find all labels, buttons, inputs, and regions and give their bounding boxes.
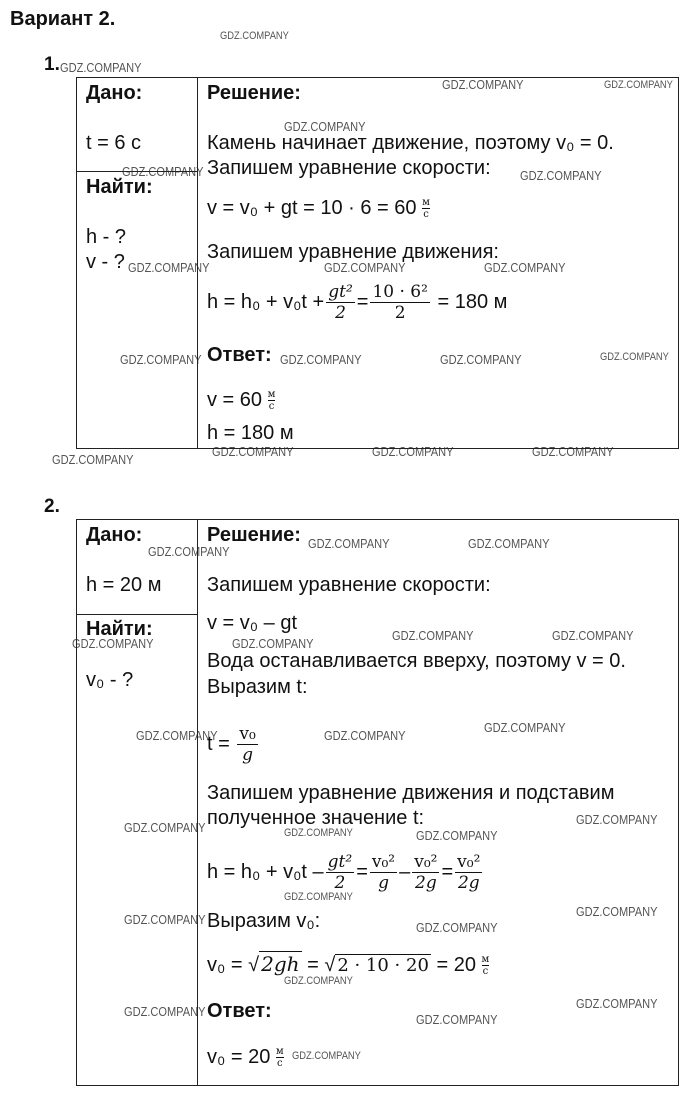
problem-2-number: 2. (44, 496, 60, 517)
watermark: GDZ.COMPANY (124, 820, 206, 835)
watermark: GDZ.COMPANY (576, 996, 658, 1011)
answer-h: h = 180 м (207, 422, 294, 444)
watermark: GDZ.COMPANY (576, 812, 658, 827)
fraction (370, 282, 429, 323)
solution-line: Камень начинает движение, поэтому v₀ = 0. (207, 132, 614, 154)
watermark: GDZ.COMPANY (468, 536, 550, 551)
watermark: GDZ.COMPANY (600, 351, 669, 363)
watermark: GDZ.COMPANY (284, 119, 366, 134)
watermark: GDZ.COMPANY (122, 164, 204, 179)
solution-line: Вода останавливается вверху, поэтому v = 0. (207, 650, 626, 672)
watermark: GDZ.COMPANY (120, 352, 202, 367)
watermark: GDZ.COMPANY (124, 912, 206, 927)
watermark: GDZ.COMPANY (416, 1012, 498, 1027)
fraction-denominator: 2 (394, 303, 406, 324)
equation-text: h = h₀ + v₀t + (207, 291, 325, 313)
watermark: GDZ.COMPANY (576, 904, 658, 919)
fraction-denominator: 2g (457, 873, 480, 894)
equals-sign: = (356, 861, 368, 883)
fraction (412, 852, 439, 893)
fraction-denominator: 2g (415, 873, 437, 894)
watermark: GDZ.COMPANY (308, 536, 390, 551)
unit-numerator: м (481, 954, 490, 966)
answer-label: Ответ: (207, 1000, 272, 1022)
unit-denominator: с (423, 209, 429, 221)
watermark: GDZ.COMPANY (372, 444, 454, 459)
given-value: t = 6 с (86, 132, 142, 154)
given-value: h = 20 м (86, 574, 162, 596)
fraction-numerator: v₀² (414, 852, 438, 873)
page-title: Вариант 2. (10, 8, 116, 30)
fraction (326, 282, 355, 323)
divider (76, 171, 197, 172)
equals-sign: = (441, 861, 454, 883)
find-h: h - ? (86, 226, 127, 248)
watermark: GDZ.COMPANY (232, 636, 314, 651)
unit-numerator: м (267, 389, 276, 401)
watermark: GDZ.COMPANY (72, 636, 154, 651)
watermark: GDZ.COMPANY (292, 1050, 361, 1062)
solution-label: Решение: (207, 524, 301, 546)
watermark: GDZ.COMPANY (442, 77, 524, 92)
equation-text: t = (207, 733, 230, 755)
motion-equation (207, 278, 507, 326)
watermark: GDZ.COMPANY (284, 891, 353, 903)
minus-sign: – (399, 861, 411, 883)
unit-numerator: м (422, 197, 430, 209)
fraction (237, 724, 257, 765)
watermark: GDZ.COMPANY (416, 828, 498, 843)
sqrt-radicand: 2gh (261, 952, 300, 976)
watermark: GDZ.COMPANY (136, 728, 218, 743)
watermark: GDZ.COMPANY (324, 260, 406, 275)
watermark: GDZ.COMPANY (212, 444, 294, 459)
answer-text: v = 60 (207, 389, 263, 411)
equals-sign: = (356, 291, 369, 313)
sqrt-icon: √ (248, 954, 260, 976)
fraction-numerator: v₀ (239, 724, 256, 745)
find-v0: v₀ - ? (86, 669, 134, 691)
watermark: GDZ.COMPANY (284, 975, 353, 987)
fraction-denominator: 2 (334, 873, 346, 894)
find-v: v - ? (86, 251, 125, 273)
time-equation (207, 720, 260, 768)
given-label: Дано: (86, 82, 143, 104)
sqrt-radicand: 2 · 10 · 20 (337, 955, 429, 976)
solution-line: Выразим v₀: (207, 910, 321, 932)
fraction-denominator: g (242, 745, 254, 766)
solution-label: Решение: (207, 82, 301, 104)
solution-line: полученное значение t: (207, 807, 425, 829)
answer-text: v₀ = 20 (207, 1046, 271, 1068)
sqrt-icon: √ (324, 954, 336, 976)
find-label: Найти: (86, 176, 153, 198)
equation-text: v = v₀ + gt = 10 · 6 = 60 (207, 197, 417, 219)
watermark: GDZ.COMPANY (520, 168, 602, 183)
divider (76, 614, 197, 615)
fraction-numerator: 10 · 6² (372, 282, 428, 303)
divider (197, 77, 198, 449)
watermark: GDZ.COMPANY (148, 544, 230, 559)
unit-fraction (422, 197, 430, 220)
unit-fraction (276, 1046, 284, 1069)
fraction (455, 852, 482, 893)
watermark: GDZ.COMPANY (440, 352, 522, 367)
equation-text: h = h₀ + v₀t – (207, 861, 324, 883)
solution-line: Выразим t: (207, 676, 308, 698)
watermark: GDZ.COMPANY (532, 444, 614, 459)
fraction-numerator: v₀² (371, 852, 396, 873)
unit-denominator: с (268, 401, 275, 413)
watermark: GDZ.COMPANY (484, 260, 566, 275)
divider (197, 519, 198, 1086)
answer-v0 (207, 1045, 284, 1069)
find-label: Найти: (86, 618, 153, 640)
unit-fraction (268, 389, 276, 412)
watermark: GDZ.COMPANY (52, 452, 134, 467)
fraction (326, 852, 355, 893)
unit-fraction (482, 954, 490, 977)
problem-1-number: 1. (44, 54, 60, 75)
equals-sign: = (307, 954, 319, 976)
solution-line: Запишем уравнение скорости: (207, 574, 491, 596)
answer-v (207, 388, 275, 412)
watermark: GDZ.COMPANY (284, 827, 353, 839)
watermark: GDZ.COMPANY (220, 30, 289, 42)
unit-numerator: м (275, 1046, 284, 1058)
watermark: GDZ.COMPANY (280, 352, 362, 367)
equation-result: = 20 (436, 954, 476, 976)
watermark: GDZ.COMPANY (124, 1004, 206, 1019)
solution-line: Запишем уравнение движения и подставим (207, 782, 615, 804)
motion-equation (207, 846, 484, 898)
fraction-numerator: v₀² (457, 852, 481, 873)
watermark: GDZ.COMPANY (392, 628, 474, 643)
solution-line: v = v₀ – gt (207, 612, 298, 634)
watermark: GDZ.COMPANY (128, 260, 210, 275)
v0-equation (207, 952, 489, 978)
fraction-numerator: gt² (328, 282, 353, 303)
unit-denominator: с (276, 1058, 283, 1070)
answer-label: Ответ: (207, 344, 272, 366)
fraction-denominator: g (378, 873, 389, 894)
watermark: GDZ.COMPANY (604, 79, 673, 91)
fraction-denominator: 2 (335, 303, 346, 324)
solution-line: Запишем уравнение скорости: (207, 157, 491, 179)
fraction (370, 852, 397, 893)
velocity-equation (207, 196, 430, 220)
equation-text: v₀ = (207, 954, 243, 976)
watermark: GDZ.COMPANY (416, 920, 498, 935)
solution-line: Запишем уравнение движения: (207, 241, 499, 263)
watermark: GDZ.COMPANY (60, 60, 142, 75)
equation-result: = 180 м (437, 291, 508, 313)
watermark: GDZ.COMPANY (324, 728, 406, 743)
fraction-numerator: gt² (327, 852, 353, 873)
watermark: GDZ.COMPANY (552, 628, 634, 643)
given-label: Дано: (86, 524, 143, 546)
unit-denominator: с (482, 966, 489, 978)
watermark: GDZ.COMPANY (484, 720, 566, 735)
